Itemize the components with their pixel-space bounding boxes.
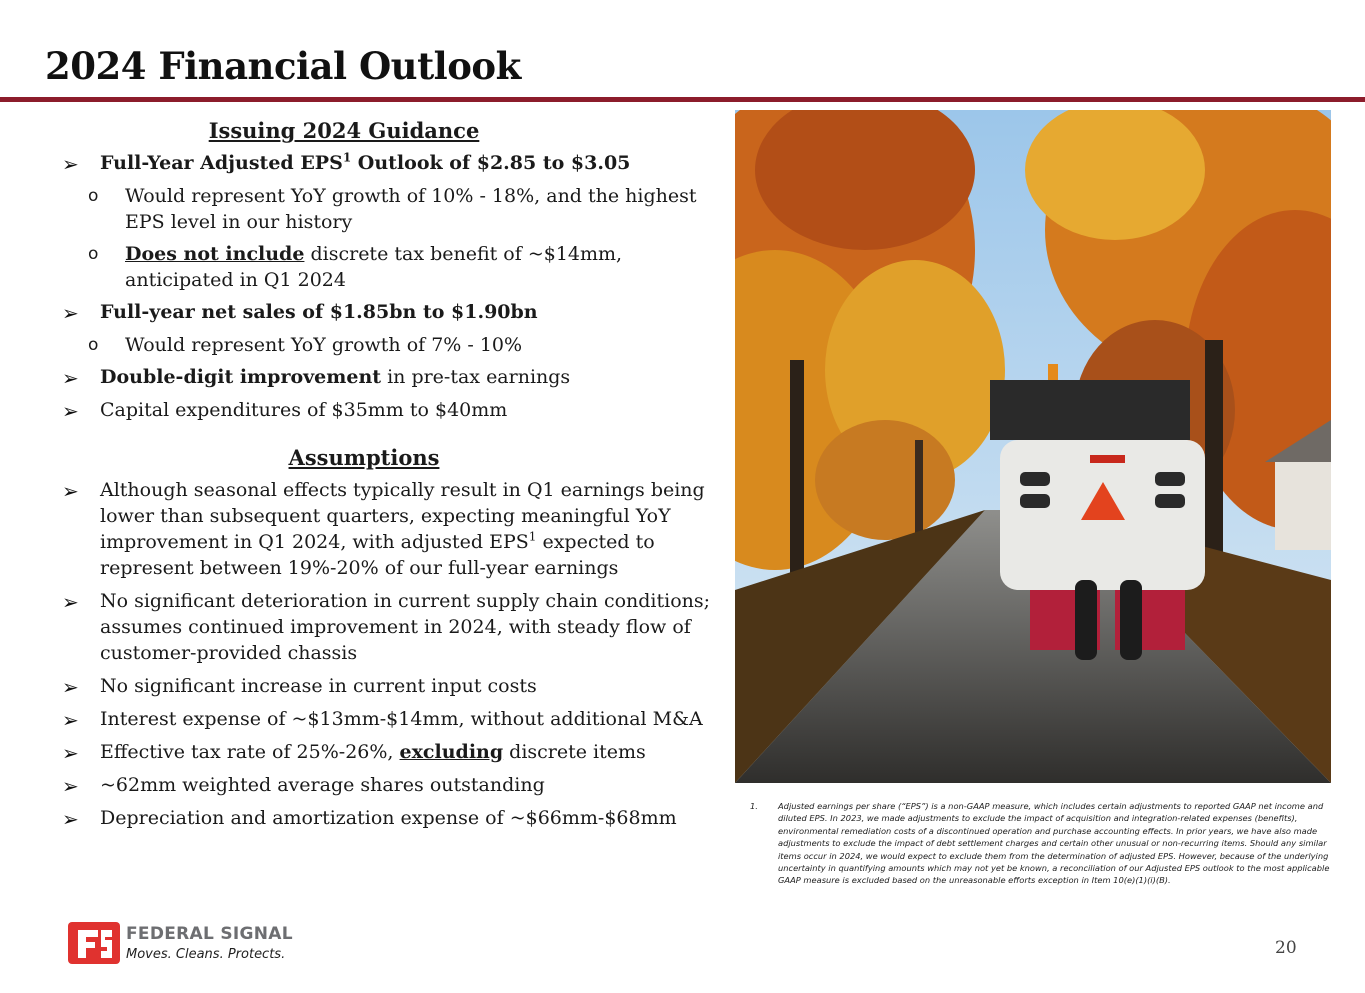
footnote-number: 1. <box>750 801 758 811</box>
sales-growth-text: Would represent YoY growth of 7% - 10% <box>125 334 523 356</box>
arrow-bullet-icon: ➢ <box>62 708 79 732</box>
federal-signal-logo-mark-icon <box>68 922 120 964</box>
brand-tagline: Moves. Cleans. Protects. <box>126 947 286 962</box>
seasonal-text-end: expected to represent between 19%-20% of our full-year earnings <box>100 531 655 579</box>
list-item <box>62 805 722 831</box>
eps-footnote <box>750 800 1330 887</box>
dna-text: Depreciation and amortization expense of ~$66mm-$68mm <box>100 807 677 829</box>
arrow-bullet-icon: ➢ <box>62 479 79 503</box>
arrow-bullet-icon: ➢ <box>62 590 79 614</box>
list-item <box>62 739 722 765</box>
title-divider <box>0 97 1365 102</box>
list-item <box>62 477 722 581</box>
pretax-text: in pre-tax earnings <box>381 366 571 388</box>
circle-bullet-icon: o <box>88 335 99 355</box>
list-item <box>62 673 722 699</box>
seasonal-text: Although seasonal effects typically result in Q1 earnings being lower than subsequent quarters, expecting meaningful YoY improvement in Q1 2024, with adjusted EPS <box>100 479 705 553</box>
arrow-bullet-icon: ➢ <box>62 741 79 765</box>
list-item <box>62 299 722 325</box>
circle-bullet-icon: o <box>88 186 99 206</box>
page-number: 20 <box>1275 938 1297 958</box>
double-digit-label: Double-digit improvement <box>100 366 382 388</box>
input-costs-text: No significant increase in current input costs <box>100 675 537 697</box>
circle-bullet-icon: o <box>88 244 99 264</box>
net-sales-text: Full-year net sales of $1.85bn to $1.90bn <box>100 301 538 323</box>
arrow-bullet-icon: ➢ <box>62 774 79 798</box>
list-item <box>62 588 722 666</box>
street-sweeper-photo <box>735 110 1331 783</box>
list-item <box>62 183 722 235</box>
interest-text: Interest expense of ~$13mm-$14mm, without additional M&A <box>100 708 703 730</box>
tax-rate-text: Effective tax rate of 25%-26%, <box>100 741 400 763</box>
does-not-include-label: Does not include <box>125 243 305 265</box>
list-item <box>62 772 722 798</box>
assumptions-list <box>62 477 722 831</box>
supply-chain-text: No significant deterioration in current supply chain conditions; assumes continued improvement in 2024, with steady flow of customer-provided chassis <box>100 590 711 664</box>
arrow-bullet-icon: ➢ <box>62 675 79 699</box>
eps-outlook-range: Outlook of $2.85 to $3.05 <box>351 152 631 174</box>
arrow-bullet-icon: ➢ <box>62 807 79 831</box>
page-title: 2024 Financial Outlook <box>45 44 521 88</box>
excluding-label: excluding <box>399 741 504 763</box>
shares-text: ~62mm weighted average shares outstanding <box>100 774 545 796</box>
tax-rate-text-end: discrete items <box>503 741 646 763</box>
assumptions-heading: Assumptions <box>288 445 440 470</box>
footnote-ref: 1 <box>528 529 537 544</box>
capex-text: Capital expenditures of $35mm to $40mm <box>100 399 508 421</box>
outlook-text-column <box>62 112 722 838</box>
footnote-text: Adjusted earnings per share (“EPS”) is a non-GAAP measure, which includes certain adjustments to reported GAAP net income and diluted EPS. In 2023, we made adjustments to exclude the impact of acquisition and integration-related expenses (benefits), environmental remediation costs of a discontinued operation and purchase accounting effects. In prior years, we have also made adjustments to exclude the impact of debt settlement charges and certain other unusual or non-recurring items. Should any similar items occur in 2024, we would expect to exclude them from the determination of adjusted EPS. However, because of the underlying uncertainty in quantifying amounts which may not yet be known, a reconciliation of our Adjusted EPS outlook to the most applicable GAAP measure is excluded based on the unreasonable efforts exception in Item 10(e)(1)(i)(B). <box>778 801 1330 886</box>
federal-signal-logo <box>68 920 308 968</box>
eps-growth-text: Would represent YoY growth of 10% - 18%, and the highest EPS level in our history <box>125 185 697 233</box>
arrow-bullet-icon: ➢ <box>62 301 79 325</box>
tax-benefit-text: discrete tax benefit of ~$14mm, anticipated in Q1 2024 <box>125 243 623 291</box>
list-item <box>62 150 722 176</box>
list-item <box>62 364 722 390</box>
guidance-heading: Issuing 2024 Guidance <box>208 118 480 143</box>
list-item <box>62 397 722 423</box>
guidance-list <box>62 150 722 423</box>
arrow-bullet-icon: ➢ <box>62 152 79 176</box>
eps-outlook-label: Full-Year Adjusted EPS <box>100 152 343 174</box>
list-item <box>62 332 722 358</box>
brand-name: FEDERAL SIGNAL <box>126 924 293 944</box>
list-item <box>62 241 722 293</box>
arrow-bullet-icon: ➢ <box>62 366 79 390</box>
footnote-ref: 1 <box>342 150 352 165</box>
list-item <box>62 706 722 732</box>
arrow-bullet-icon: ➢ <box>62 399 79 423</box>
